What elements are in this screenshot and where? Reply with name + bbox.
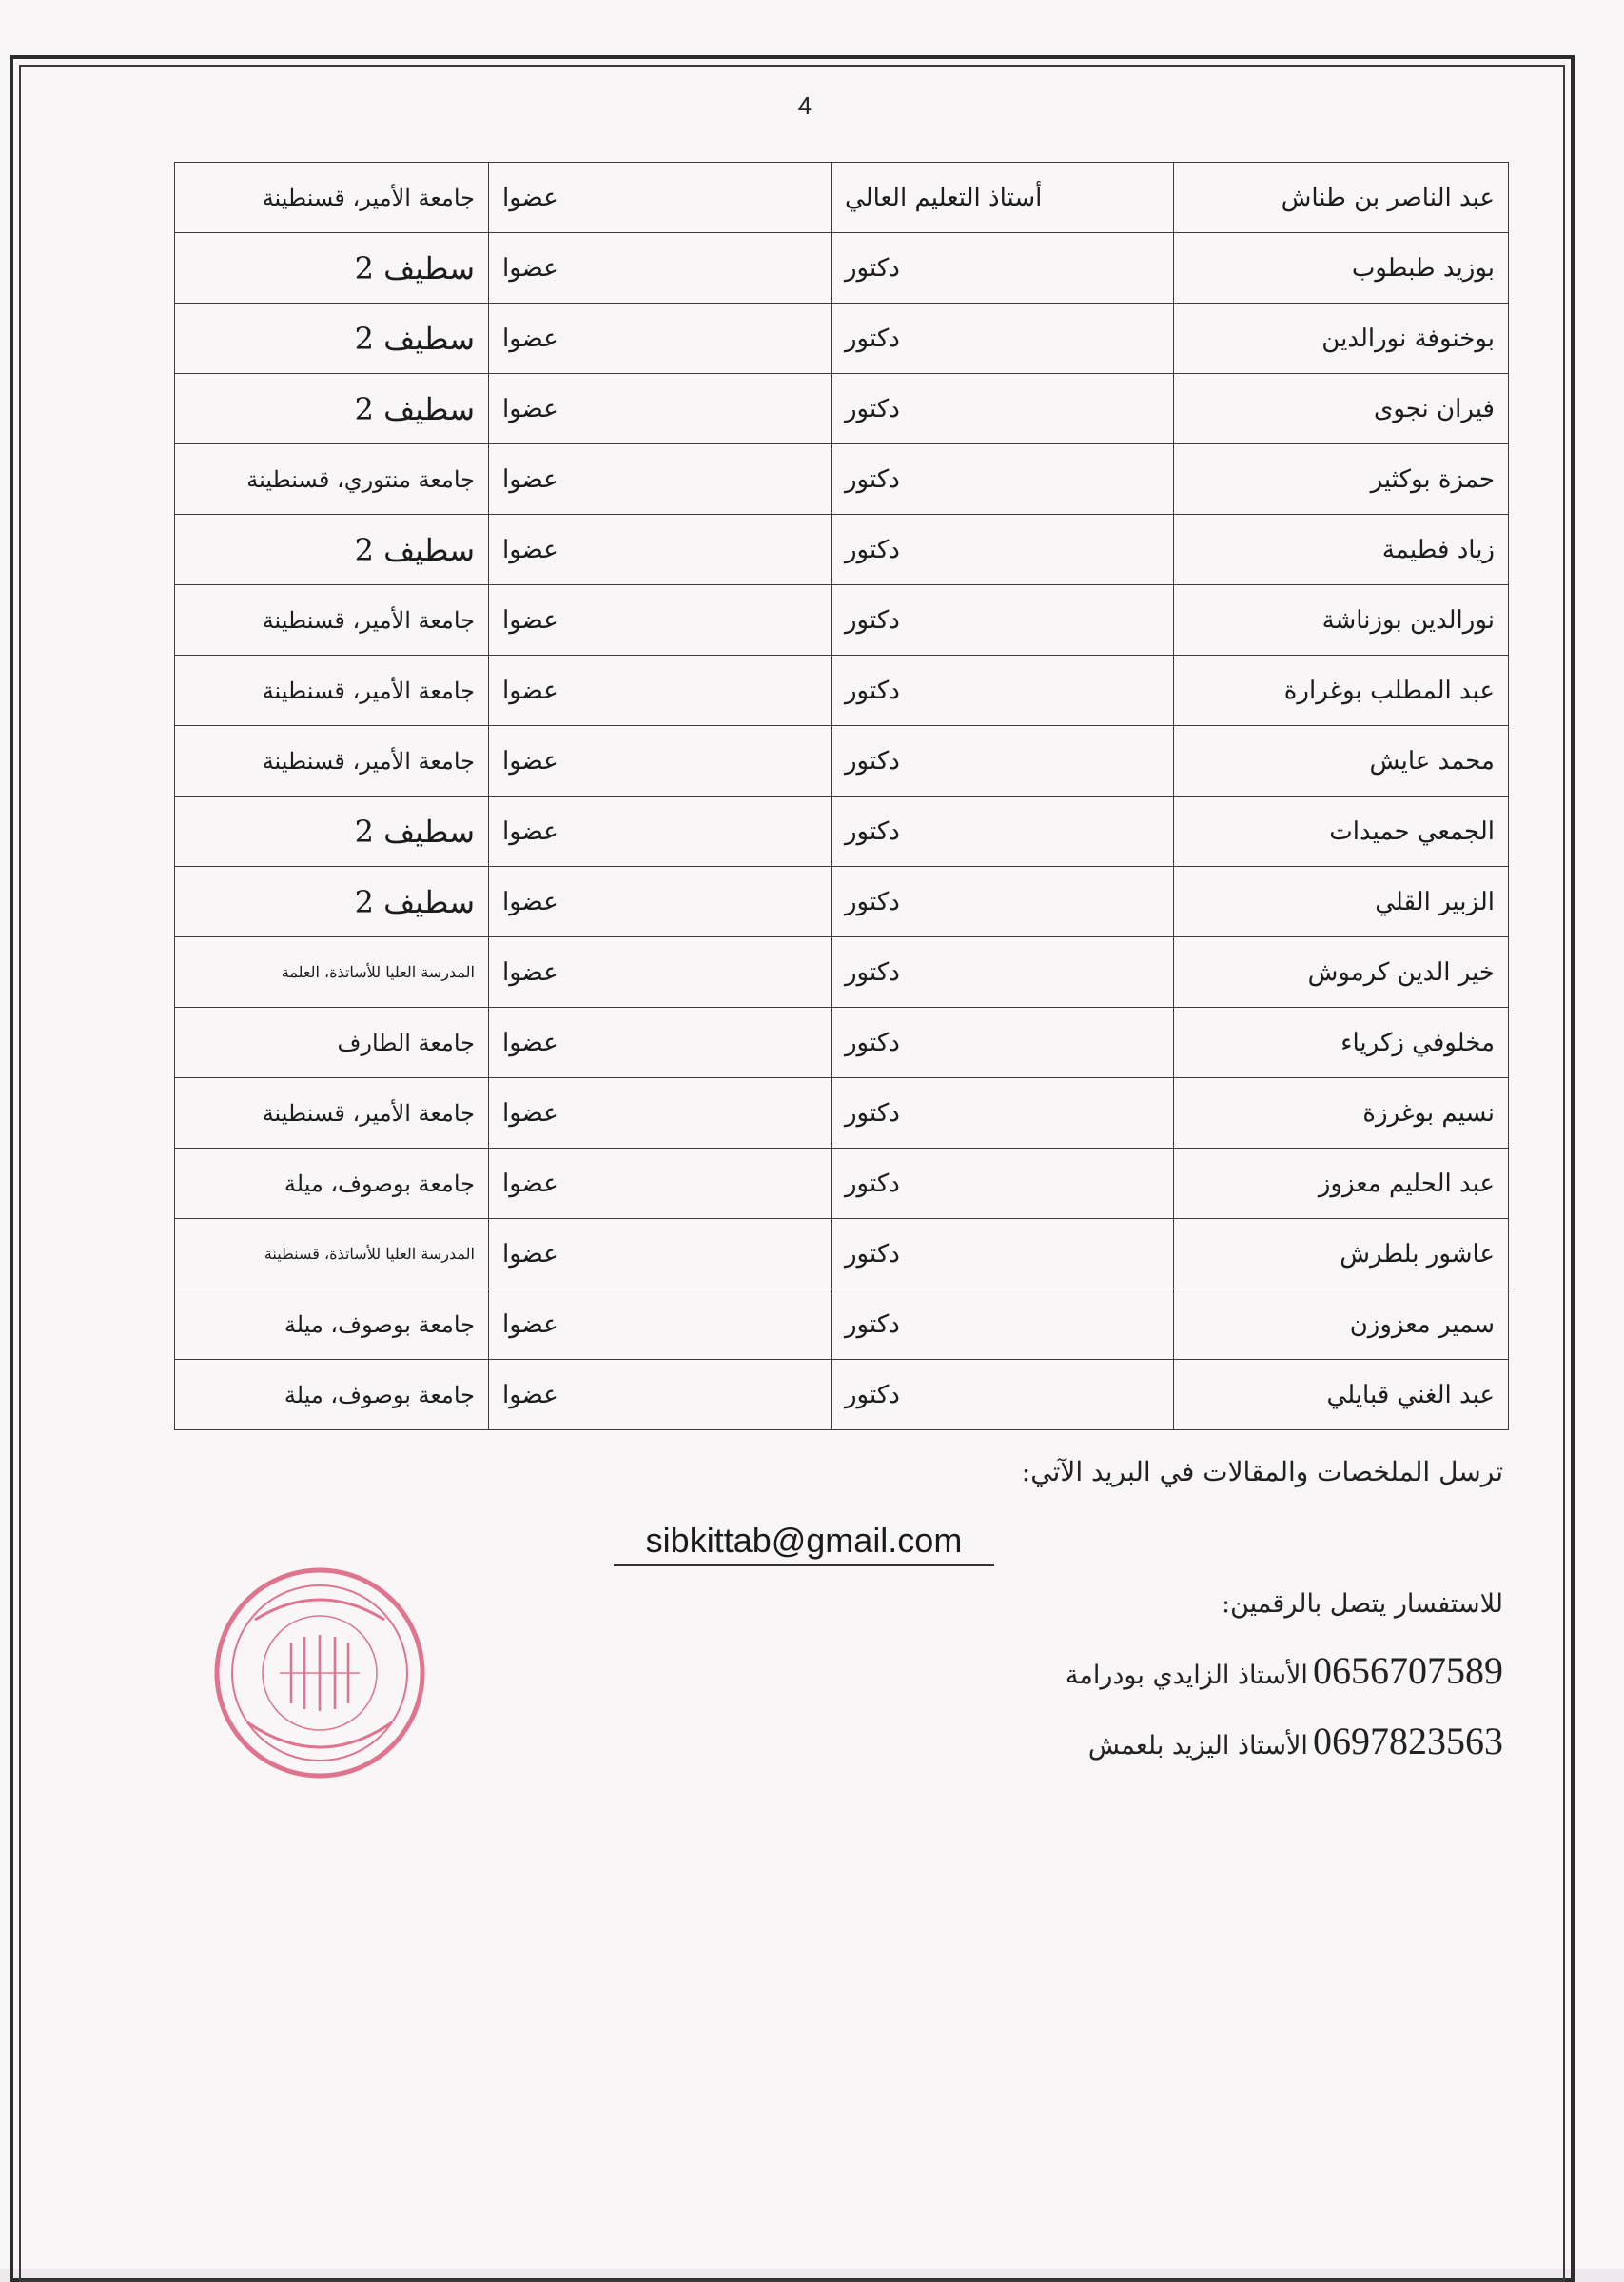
member-name-cell: خير الدين كرموش	[1174, 937, 1509, 1008]
member-institution-cell: جامعة بوصوف، ميلة	[175, 1360, 489, 1430]
member-name-cell: مخلوفي زكرياء	[1174, 1008, 1509, 1078]
member-role-cell: عضوا	[489, 1008, 832, 1078]
member-grade-cell: دكتور	[832, 1078, 1174, 1149]
member-name-cell: بوزيد طبطوب	[1174, 233, 1509, 304]
member-institution-cell: جامعة الأمير، قسنطينة	[175, 726, 489, 797]
member-role-cell: عضوا	[489, 797, 832, 867]
member-grade-cell: دكتور	[832, 444, 1174, 515]
member-institution-cell: جامعة الطارف	[175, 1008, 489, 1078]
member-grade-cell: دكتور	[832, 1289, 1174, 1360]
member-grade-cell: أستاذ التعليم العالي	[832, 163, 1174, 233]
submission-email[interactable]: sibkittab@gmail.com	[614, 1521, 994, 1566]
member-institution-cell: سطيف 2	[175, 867, 489, 937]
member-name-cell: فيران نجوى	[1174, 374, 1509, 444]
member-role-cell: عضوا	[489, 444, 832, 515]
member-role-cell: عضوا	[489, 1289, 832, 1360]
member-grade-cell: دكتور	[832, 304, 1174, 374]
member-institution-cell: جامعة بوصوف، ميلة	[175, 1149, 489, 1219]
member-name-cell: محمد عايش	[1174, 726, 1509, 797]
member-name-cell: الجمعي حميدات	[1174, 797, 1509, 867]
member-name-cell: الزبير القلي	[1174, 867, 1509, 937]
member-name-cell: نورالدين بوزناشة	[1174, 585, 1509, 656]
member-role-cell: عضوا	[489, 585, 832, 656]
member-grade-cell: دكتور	[832, 937, 1174, 1008]
member-institution-cell: سطيف 2	[175, 374, 489, 444]
page-number: 4	[797, 91, 812, 120]
table-row	[175, 304, 1509, 374]
member-grade-cell: دكتور	[832, 1219, 1174, 1289]
member-name-cell: بوخنوفة نورالدين	[1174, 304, 1509, 374]
member-role-cell: عضوا	[489, 374, 832, 444]
member-grade-cell: دكتور	[832, 1008, 1174, 1078]
table-row	[175, 1149, 1509, 1219]
contact-phone: 0656707589	[1313, 1649, 1503, 1692]
member-grade-cell: دكتور	[832, 585, 1174, 656]
member-institution-cell: جامعة الأمير، قسنطينة	[175, 656, 489, 726]
member-role-cell: عضوا	[489, 656, 832, 726]
member-role-cell: عضوا	[489, 304, 832, 374]
table-row	[175, 1360, 1509, 1430]
member-name-cell: سمير معزوزن	[1174, 1289, 1509, 1360]
table-row	[175, 726, 1509, 797]
contact-person: الأستاذ اليزيد بلعمش	[1087, 1731, 1308, 1761]
member-institution-cell: جامعة الأمير، قسنطينة	[175, 163, 489, 233]
member-grade-cell: دكتور	[832, 726, 1174, 797]
member-role-cell: عضوا	[489, 515, 832, 585]
member-role-cell: عضوا	[489, 1078, 832, 1149]
member-grade-cell: دكتور	[832, 233, 1174, 304]
member-role-cell: عضوا	[489, 726, 832, 797]
table-row	[175, 163, 1509, 233]
member-name-cell: زياد فطيمة	[1174, 515, 1509, 585]
table-row	[175, 233, 1509, 304]
table-row	[175, 937, 1509, 1008]
table-row	[175, 867, 1509, 937]
contact-line	[856, 1719, 1503, 1763]
member-institution-cell: جامعة الأمير، قسنطينة	[175, 585, 489, 656]
table-row	[175, 797, 1509, 867]
member-grade-cell: دكتور	[832, 1360, 1174, 1430]
table-row	[175, 1008, 1509, 1078]
member-name-cell: نسيم بوغرزة	[1174, 1078, 1509, 1149]
table-row	[175, 515, 1509, 585]
member-role-cell: عضوا	[489, 1219, 832, 1289]
member-name-cell: عاشور بلطرش	[1174, 1219, 1509, 1289]
member-role-cell: عضوا	[489, 163, 832, 233]
contact-line	[856, 1648, 1503, 1693]
member-institution-cell: جامعة منتوري، قسنطينة	[175, 444, 489, 515]
member-name-cell: عبد الغني قبايلي	[1174, 1360, 1509, 1430]
member-role-cell: عضوا	[489, 937, 832, 1008]
member-institution-cell: جامعة بوصوف، ميلة	[175, 1289, 489, 1360]
contact-person: الأستاذ الزايدي بودرامة	[1065, 1661, 1308, 1690]
table-row	[175, 656, 1509, 726]
inquiry-note: للاستفسار يتصل بالرقمين:	[1222, 1589, 1503, 1619]
table-row	[175, 1078, 1509, 1149]
official-stamp	[188, 1561, 445, 1789]
member-role-cell: عضوا	[489, 1149, 832, 1219]
submission-note: ترسل الملخصات والمقالات في البريد الآتي:	[1021, 1456, 1503, 1487]
table-row	[175, 1219, 1509, 1289]
member-institution-cell: سطيف 2	[175, 515, 489, 585]
member-institution-cell: جامعة الأمير، قسنطينة	[175, 1078, 489, 1149]
table-row	[175, 585, 1509, 656]
member-institution-cell: سطيف 2	[175, 233, 489, 304]
member-institution-cell: المدرسة العليا للأساتذة، قسنطينة	[175, 1219, 489, 1289]
table-row	[175, 1289, 1509, 1360]
member-name-cell: عبد الناصر بن طناش	[1174, 163, 1509, 233]
member-grade-cell: دكتور	[832, 867, 1174, 937]
member-name-cell: عبد المطلب بوغرارة	[1174, 656, 1509, 726]
member-name-cell: عبد الحليم معزوز	[1174, 1149, 1509, 1219]
member-grade-cell: دكتور	[832, 656, 1174, 726]
member-role-cell: عضوا	[489, 233, 832, 304]
member-grade-cell: دكتور	[832, 797, 1174, 867]
member-role-cell: عضوا	[489, 867, 832, 937]
table-row	[175, 444, 1509, 515]
member-grade-cell: دكتور	[832, 374, 1174, 444]
member-grade-cell: دكتور	[832, 515, 1174, 585]
committee-table	[174, 162, 1509, 1430]
member-institution-cell: المدرسة العليا للأساتذة، العلمة	[175, 937, 489, 1008]
member-grade-cell: دكتور	[832, 1149, 1174, 1219]
member-institution-cell: سطيف 2	[175, 797, 489, 867]
member-role-cell: عضوا	[489, 1360, 832, 1430]
member-institution-cell: سطيف 2	[175, 304, 489, 374]
table-row	[175, 374, 1509, 444]
contact-phone: 0697823563	[1313, 1720, 1503, 1762]
member-name-cell: حمزة بوكثير	[1174, 444, 1509, 515]
